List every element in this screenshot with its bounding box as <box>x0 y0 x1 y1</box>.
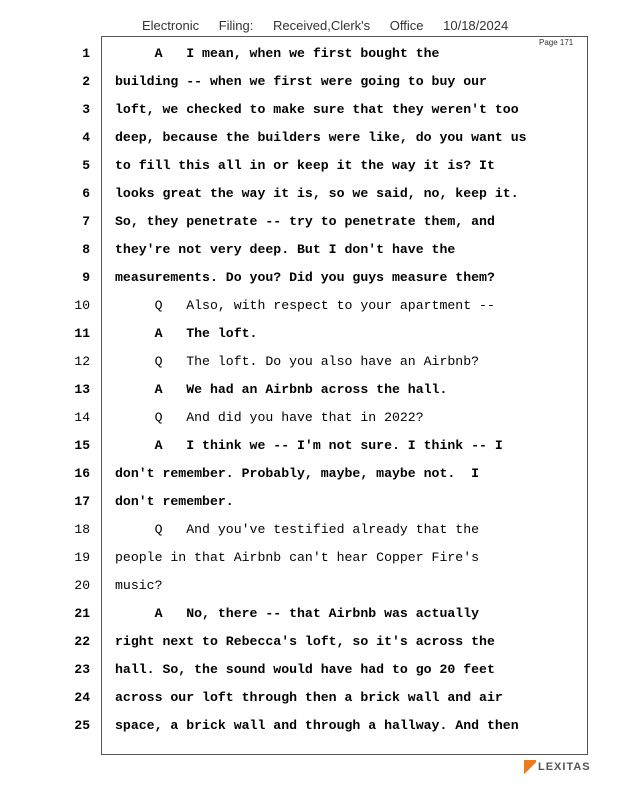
line-text: to fill this all in or keep it the way it is? It <box>115 158 495 173</box>
transcript-line <box>0 40 618 68</box>
line-text: So, they penetrate -- try to penetrate them, and <box>115 214 495 229</box>
line-text: building -- when we first were going to buy our <box>115 74 487 89</box>
line-text: loft, we checked to make sure that they weren't too <box>115 102 519 117</box>
line-text: A I think we -- I'm not sure. I think -- I <box>115 438 503 453</box>
page-number: Page 171 <box>539 38 574 47</box>
transcript-line <box>0 572 618 600</box>
transcript-line <box>0 600 618 628</box>
transcript-line <box>0 684 618 712</box>
lexitas-logo-text: LEXITAS <box>538 761 591 773</box>
transcript-line <box>0 320 618 348</box>
line-number: 2 <box>82 74 90 89</box>
line-text: A I mean, when we first bought the <box>115 46 440 61</box>
line-number: 6 <box>82 186 90 201</box>
transcript-line <box>0 348 618 376</box>
line-number: 23 <box>74 662 90 677</box>
transcript-line <box>0 236 618 264</box>
transcript-line <box>0 152 618 180</box>
transcript-line <box>0 264 618 292</box>
line-text: music? <box>115 578 163 593</box>
transcript-line <box>0 432 618 460</box>
transcript-line <box>0 208 618 236</box>
line-number: 22 <box>74 634 90 649</box>
transcript-line <box>0 544 618 572</box>
transcript-line <box>0 292 618 320</box>
transcript-line <box>0 404 618 432</box>
line-number: 13 <box>74 382 90 397</box>
line-number: 17 <box>74 494 90 509</box>
line-number: 12 <box>74 354 90 369</box>
line-number: 15 <box>74 438 90 453</box>
line-text: right next to Rebecca's loft, so it's across the <box>115 634 495 649</box>
line-text: measurements. Do you? Did you guys measure them? <box>115 270 495 285</box>
transcript-line <box>0 656 618 684</box>
transcript-lines <box>0 40 618 740</box>
line-number: 3 <box>82 102 90 117</box>
line-number: 20 <box>74 578 90 593</box>
header-date: 10/18/2024 <box>443 18 509 33</box>
line-number: 11 <box>74 326 90 341</box>
line-number: 9 <box>82 270 90 285</box>
transcript-line <box>0 460 618 488</box>
line-text: across our loft through then a brick wall and air <box>115 690 503 705</box>
line-text: don't remember. <box>115 494 234 509</box>
line-number: 1 <box>82 46 90 61</box>
transcript-line <box>0 376 618 404</box>
header-electronic: Electronic <box>142 18 200 33</box>
header-received: Received,Clerk's <box>273 18 371 33</box>
transcript-line <box>0 516 618 544</box>
line-text: A We had an Airbnb across the hall. <box>115 382 448 397</box>
line-number: 8 <box>82 242 90 257</box>
line-text: Q And you've testified already that the <box>115 522 480 537</box>
line-text: A The loft. <box>115 326 258 341</box>
transcript-line <box>0 712 618 740</box>
line-number: 25 <box>74 718 90 733</box>
line-text: people in that Airbnb can't hear Copper Fire's <box>115 550 480 565</box>
line-text: looks great the way it is, so we said, no, keep it. <box>115 186 519 201</box>
line-number: 10 <box>74 298 90 313</box>
transcript-line <box>0 180 618 208</box>
lexitas-logo <box>524 760 591 774</box>
transcript-line <box>0 488 618 516</box>
line-text: A No, there -- that Airbnb was actually <box>115 606 480 621</box>
line-text: Q And did you have that in 2022? <box>115 410 424 425</box>
line-text: they're not very deep. But I don't have the <box>115 242 456 257</box>
line-text: hall. So, the sound would have had to go 20 feet <box>115 662 495 677</box>
line-text: Q The loft. Do you also have an Airbnb? <box>115 354 480 369</box>
line-number: 14 <box>74 410 90 425</box>
transcript-line <box>0 628 618 656</box>
header-filing: Filing: <box>218 18 254 33</box>
transcript-line <box>0 68 618 96</box>
header-office: Office <box>389 18 424 33</box>
transcript-line <box>0 96 618 124</box>
line-number: 18 <box>74 522 90 537</box>
line-text: Q Also, with respect to your apartment -- <box>115 298 495 313</box>
line-number: 7 <box>82 214 90 229</box>
line-number: 24 <box>74 690 90 705</box>
line-number: 19 <box>74 550 90 565</box>
transcript-line <box>0 124 618 152</box>
lexitas-logo-icon <box>524 760 536 774</box>
filing-header <box>142 18 524 33</box>
line-text: deep, because the builders were like, do you want us <box>115 130 527 145</box>
line-number: 5 <box>82 158 90 173</box>
line-number: 4 <box>82 130 90 145</box>
line-number: 16 <box>74 466 90 481</box>
line-text: space, a brick wall and through a hallway. And then <box>115 718 519 733</box>
line-text: don't remember. Probably, maybe, maybe not. I <box>115 466 480 481</box>
line-number: 21 <box>74 606 90 621</box>
